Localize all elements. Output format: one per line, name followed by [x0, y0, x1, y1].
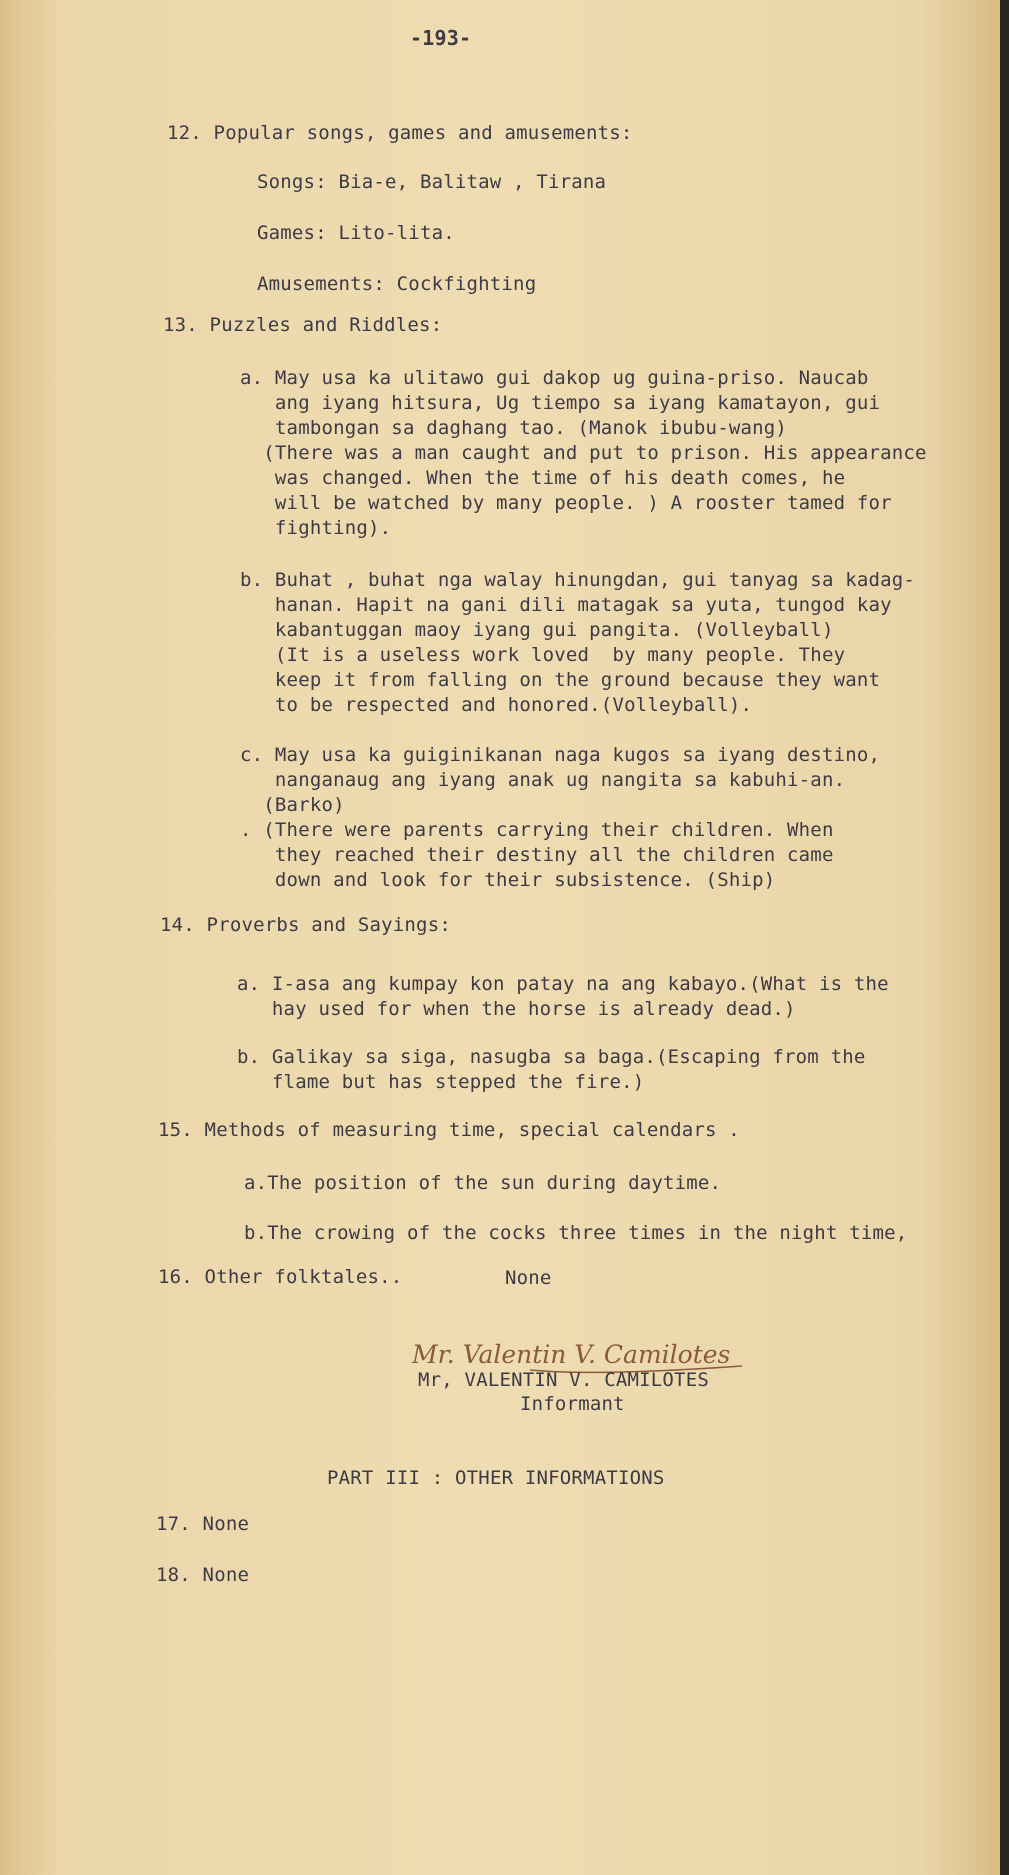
item-18: 18. None	[156, 1564, 250, 1586]
songs-line: Songs: Bia-e, Balitaw , Tirana	[257, 171, 607, 193]
section-16-heading: 16. Other folktales..	[158, 1266, 403, 1288]
part-3-heading: PART III : OTHER INFORMATIONS	[327, 1467, 665, 1489]
item-17: 17. None	[156, 1513, 250, 1535]
section-13-heading: 13. Puzzles and Riddles:	[163, 314, 443, 336]
amusements-line: Amusements: Cockfighting	[257, 273, 537, 295]
section-16-value: None	[505, 1267, 552, 1289]
riddle-b: b. Buhat , buhat nga walay hinungdan, gui tanyag sa kadag- hanan. Hapit na gani dili matagak sa yuta, tungod kay kabantuggan maoy iyang gui pangita. (Volleyball) (It is a useless work loved by many people. They keep it from falling on the ground because they want to be respected and honored.(Volleyball).	[240, 569, 916, 716]
section-14-heading: 14. Proverbs and Sayings:	[160, 914, 451, 936]
page-number: -193-	[410, 26, 472, 50]
informant-role: Informant	[520, 1393, 625, 1415]
proverb-b: b. Galikay sa siga, nasugba sa baga.(Escaping from the flame but has stepped the fire.)	[237, 1046, 866, 1093]
signature-script: Mr. Valentin V. Camilotes	[412, 1340, 731, 1369]
proverb-a: a. I-asa ang kumpay kon patay na ang kabayo.(What is the hay used for when the horse is already dead.)	[237, 973, 889, 1020]
time-method-a: a.The position of the sun during daytime.	[244, 1172, 722, 1194]
section-15-heading: 15. Methods of measuring time, special calendars .	[158, 1119, 740, 1141]
games-line: Games: Lito-lita.	[257, 222, 455, 244]
informant-name: Mr, VALENTIN V. CAMILOTES	[418, 1369, 709, 1391]
riddle-a: a. May usa ka ulitawo gui dakop ug guina-priso. Naucab ang iyang hitsura, Ug tiempo sa iyang kamatayon, gui tambongan sa daghang tao. (Manok ibubu-wang) (There was a man caught and put to prison. His appearance was changed. When the time of his death comes, he will be watched by many people. ) A rooster tamed for fighting).	[240, 367, 927, 539]
section-12-heading: 12. Popular songs, games and amusements:	[167, 122, 633, 144]
time-method-b: b.The crowing of the cocks three times in the night time,	[244, 1222, 908, 1244]
page-edge-shadow	[1000, 0, 1009, 1875]
riddle-c: c. May usa ka guiginikanan naga kugos sa iyang destino, nanganaug ang iyang anak ug nangita sa kabuhi-an. (Barko) . (There were parents carrying their children. When they reached their destiny all the children came down and look for their subsistence. (Ship)	[240, 744, 881, 891]
